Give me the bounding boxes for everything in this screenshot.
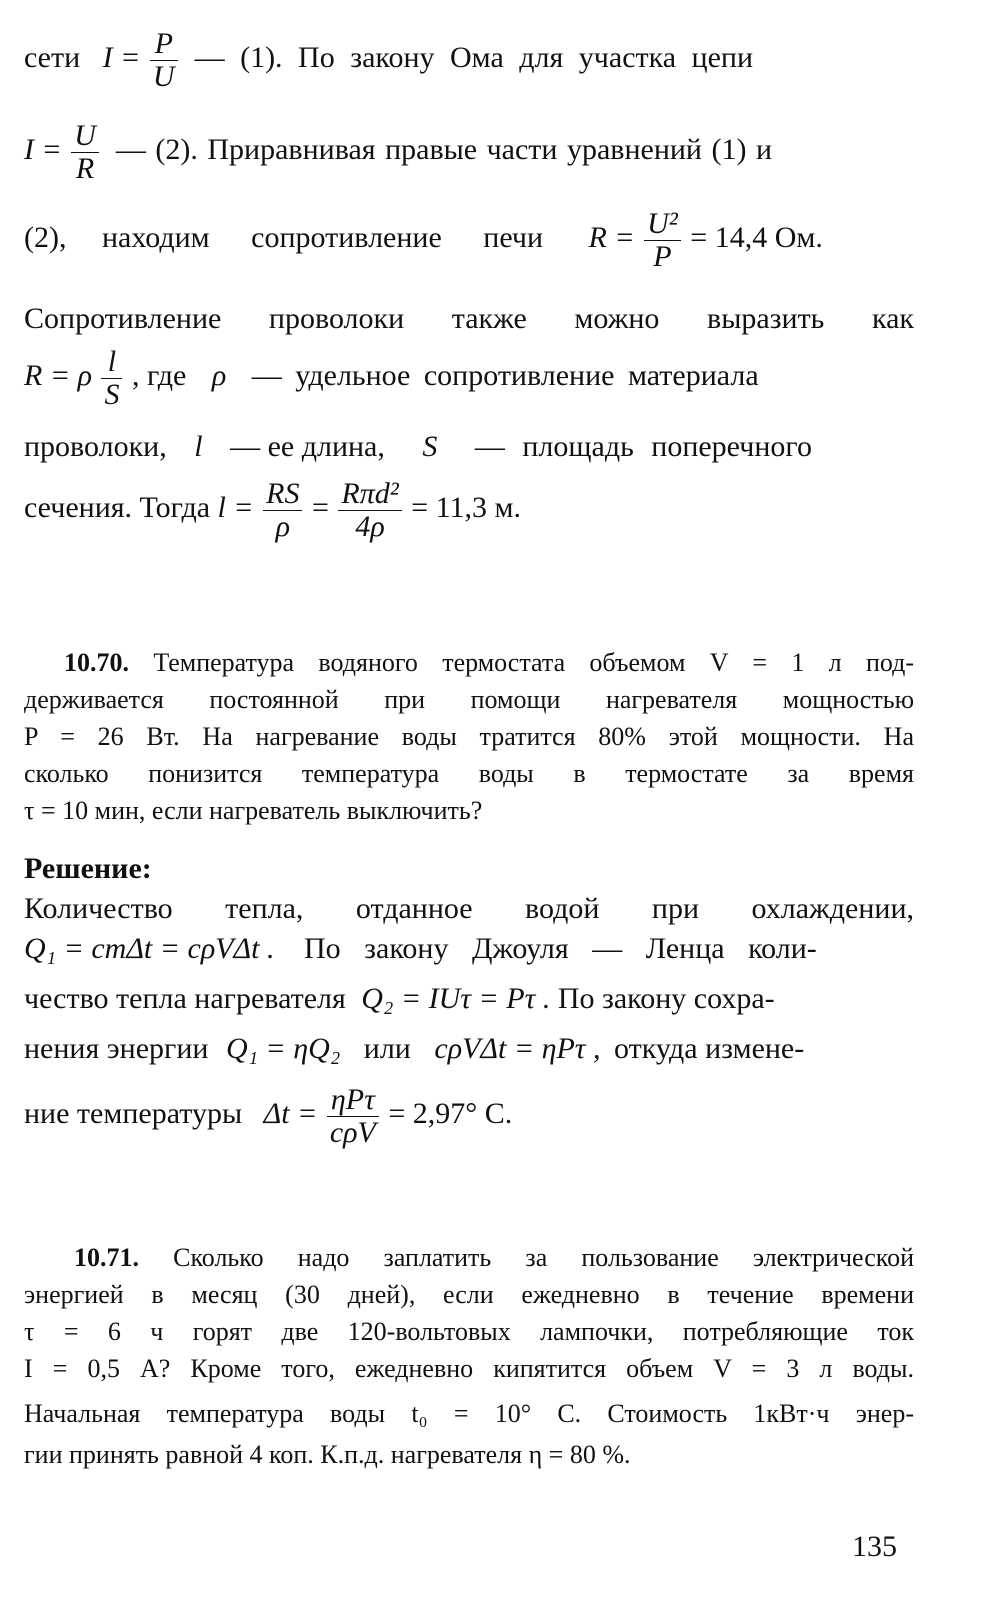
formula: Δt = <box>263 1096 318 1130</box>
formula: cρVΔt = ηPτ , <box>434 1032 601 1065</box>
text-span: Решение: <box>24 852 152 885</box>
text-line <box>24 1084 914 1148</box>
text-span: — площадь поперечного <box>474 430 812 463</box>
text-line <box>24 120 914 184</box>
fraction <box>101 346 122 410</box>
text-span: I = 0,5 А? Кроме того, ежедневно кипятится объем V = 3 л воды. <box>24 1354 914 1383</box>
formula: ρ <box>211 358 227 392</box>
text-span: = <box>311 490 329 524</box>
text-line <box>24 722 914 752</box>
text-span: = 11,3 м. <box>411 490 522 524</box>
text-span: Количество тепла, отданное водой при охлаждении, <box>24 892 914 925</box>
text-span: печи <box>483 220 544 254</box>
formula: l = <box>217 490 254 524</box>
solution-heading <box>24 852 914 886</box>
formula: I = <box>24 132 62 166</box>
text-span: Начальная температура воды t₀ = 10° С. Стоимость 1кВт·ч энер- <box>24 1399 914 1428</box>
numerator: ηPτ <box>327 1084 379 1117</box>
problem-10-71 <box>74 1243 914 1273</box>
text-span: — удельное сопротивление материала <box>251 358 759 392</box>
text-span: сечения. Тогда <box>24 490 211 524</box>
fraction <box>338 478 401 542</box>
formula: Q₁ = ηQ₂ <box>225 1032 341 1065</box>
text-line <box>24 1280 914 1310</box>
text-span: находим <box>101 220 210 254</box>
formula: S <box>422 430 438 463</box>
numerator: l <box>101 346 122 379</box>
numerator: U <box>71 120 99 153</box>
text-span: P = 26 Вт. На нагревание воды тратится 80% этой мощности. На <box>24 722 914 751</box>
text-span: проволоки, <box>24 430 167 463</box>
denominator: S <box>104 377 120 411</box>
text-line <box>24 796 914 826</box>
fraction <box>327 1084 379 1148</box>
text-span: По закону Джоуля — Ленца коли- <box>304 932 817 965</box>
text-line <box>24 1032 914 1066</box>
denominator: U <box>152 59 175 93</box>
problem-10-70 <box>64 648 914 678</box>
text-line <box>24 478 914 542</box>
fraction <box>644 208 681 272</box>
text-line <box>24 430 914 464</box>
text-span: Сколько надо заплатить за пользование электрической <box>173 1243 914 1272</box>
text-span: По закону сохра- <box>557 982 775 1015</box>
text-span: = 2,97° С. <box>388 1096 513 1130</box>
numerator: RS <box>263 478 302 511</box>
fraction <box>71 120 99 184</box>
text-span: сколько понизится температура воды в термостате за время <box>24 759 914 788</box>
formula: l <box>194 430 203 463</box>
denominator: 4ρ <box>355 509 385 543</box>
text-span: Сопротивление проволоки также можно выразить как <box>24 302 914 335</box>
text-span: чество тепла нагревателя <box>24 982 346 1015</box>
formula: Q₁ = cmΔt = cρVΔt . <box>24 932 275 965</box>
denominator: cρV <box>329 1115 376 1149</box>
text-line <box>24 346 914 410</box>
denominator: ρ <box>275 509 290 543</box>
text-span: энергией в месяц (30 дней), если ежедневно в течение времени <box>24 1280 914 1309</box>
text-line <box>24 28 914 92</box>
text-span: — (2). Приравнивая правые части уравнений (1) и <box>115 132 773 166</box>
text-line <box>24 759 914 789</box>
text-span: сети <box>24 40 81 74</box>
formula: Q₂ = IUτ = Pτ . <box>361 982 551 1015</box>
formula: R = ρ <box>24 358 92 392</box>
numerator: P <box>150 28 178 61</box>
text-span: нения энергии <box>24 1032 209 1065</box>
text-span: = 14,4 Ом. <box>690 220 823 254</box>
text-span: Температура водяного термостата объемом V = 1 л под- <box>153 648 915 677</box>
text-line <box>24 932 914 966</box>
text-line <box>24 1399 914 1429</box>
text-span: (2), <box>24 220 67 254</box>
text-span: — ее длина, <box>230 430 385 463</box>
text-line <box>24 1440 914 1470</box>
numerator: U² <box>644 208 681 241</box>
text-span: — (1). По закону Ома для участка цепи <box>194 40 754 74</box>
text-span: откуда измене- <box>614 1032 805 1065</box>
problem-number: 10.71. <box>74 1243 139 1272</box>
text-line <box>24 302 914 336</box>
text-line <box>24 982 914 1016</box>
fraction <box>263 478 302 542</box>
formula: R = <box>588 220 635 254</box>
numerator: Rπd² <box>338 478 401 511</box>
page-number: 135 <box>852 1530 897 1563</box>
text-span: , где <box>131 358 187 392</box>
text-span: держивается постоянной при помощи нагревателя мощностью <box>24 685 914 714</box>
fraction <box>150 28 178 92</box>
text-line <box>24 1354 914 1384</box>
text-span: τ = 10 мин, если нагреватель выключить? <box>24 796 483 825</box>
text-span: гии принять равной 4 коп. К.п.д. нагревателя η = 80 %. <box>24 1440 631 1469</box>
text-span: ние температуры <box>24 1096 243 1130</box>
denominator: P <box>653 239 672 273</box>
text-line <box>24 685 914 715</box>
text-span: или <box>363 1032 411 1065</box>
text-line <box>24 892 914 926</box>
text-line <box>24 208 914 272</box>
problem-number: 10.70. <box>64 648 129 677</box>
denominator: R <box>75 151 95 185</box>
text-span: сопротивление <box>251 220 442 254</box>
formula: I = <box>102 40 141 74</box>
text-span: τ = 6 ч горят две 120-вольтовых лампочки, потребляющие ток <box>24 1317 914 1346</box>
text-line <box>24 1317 914 1347</box>
